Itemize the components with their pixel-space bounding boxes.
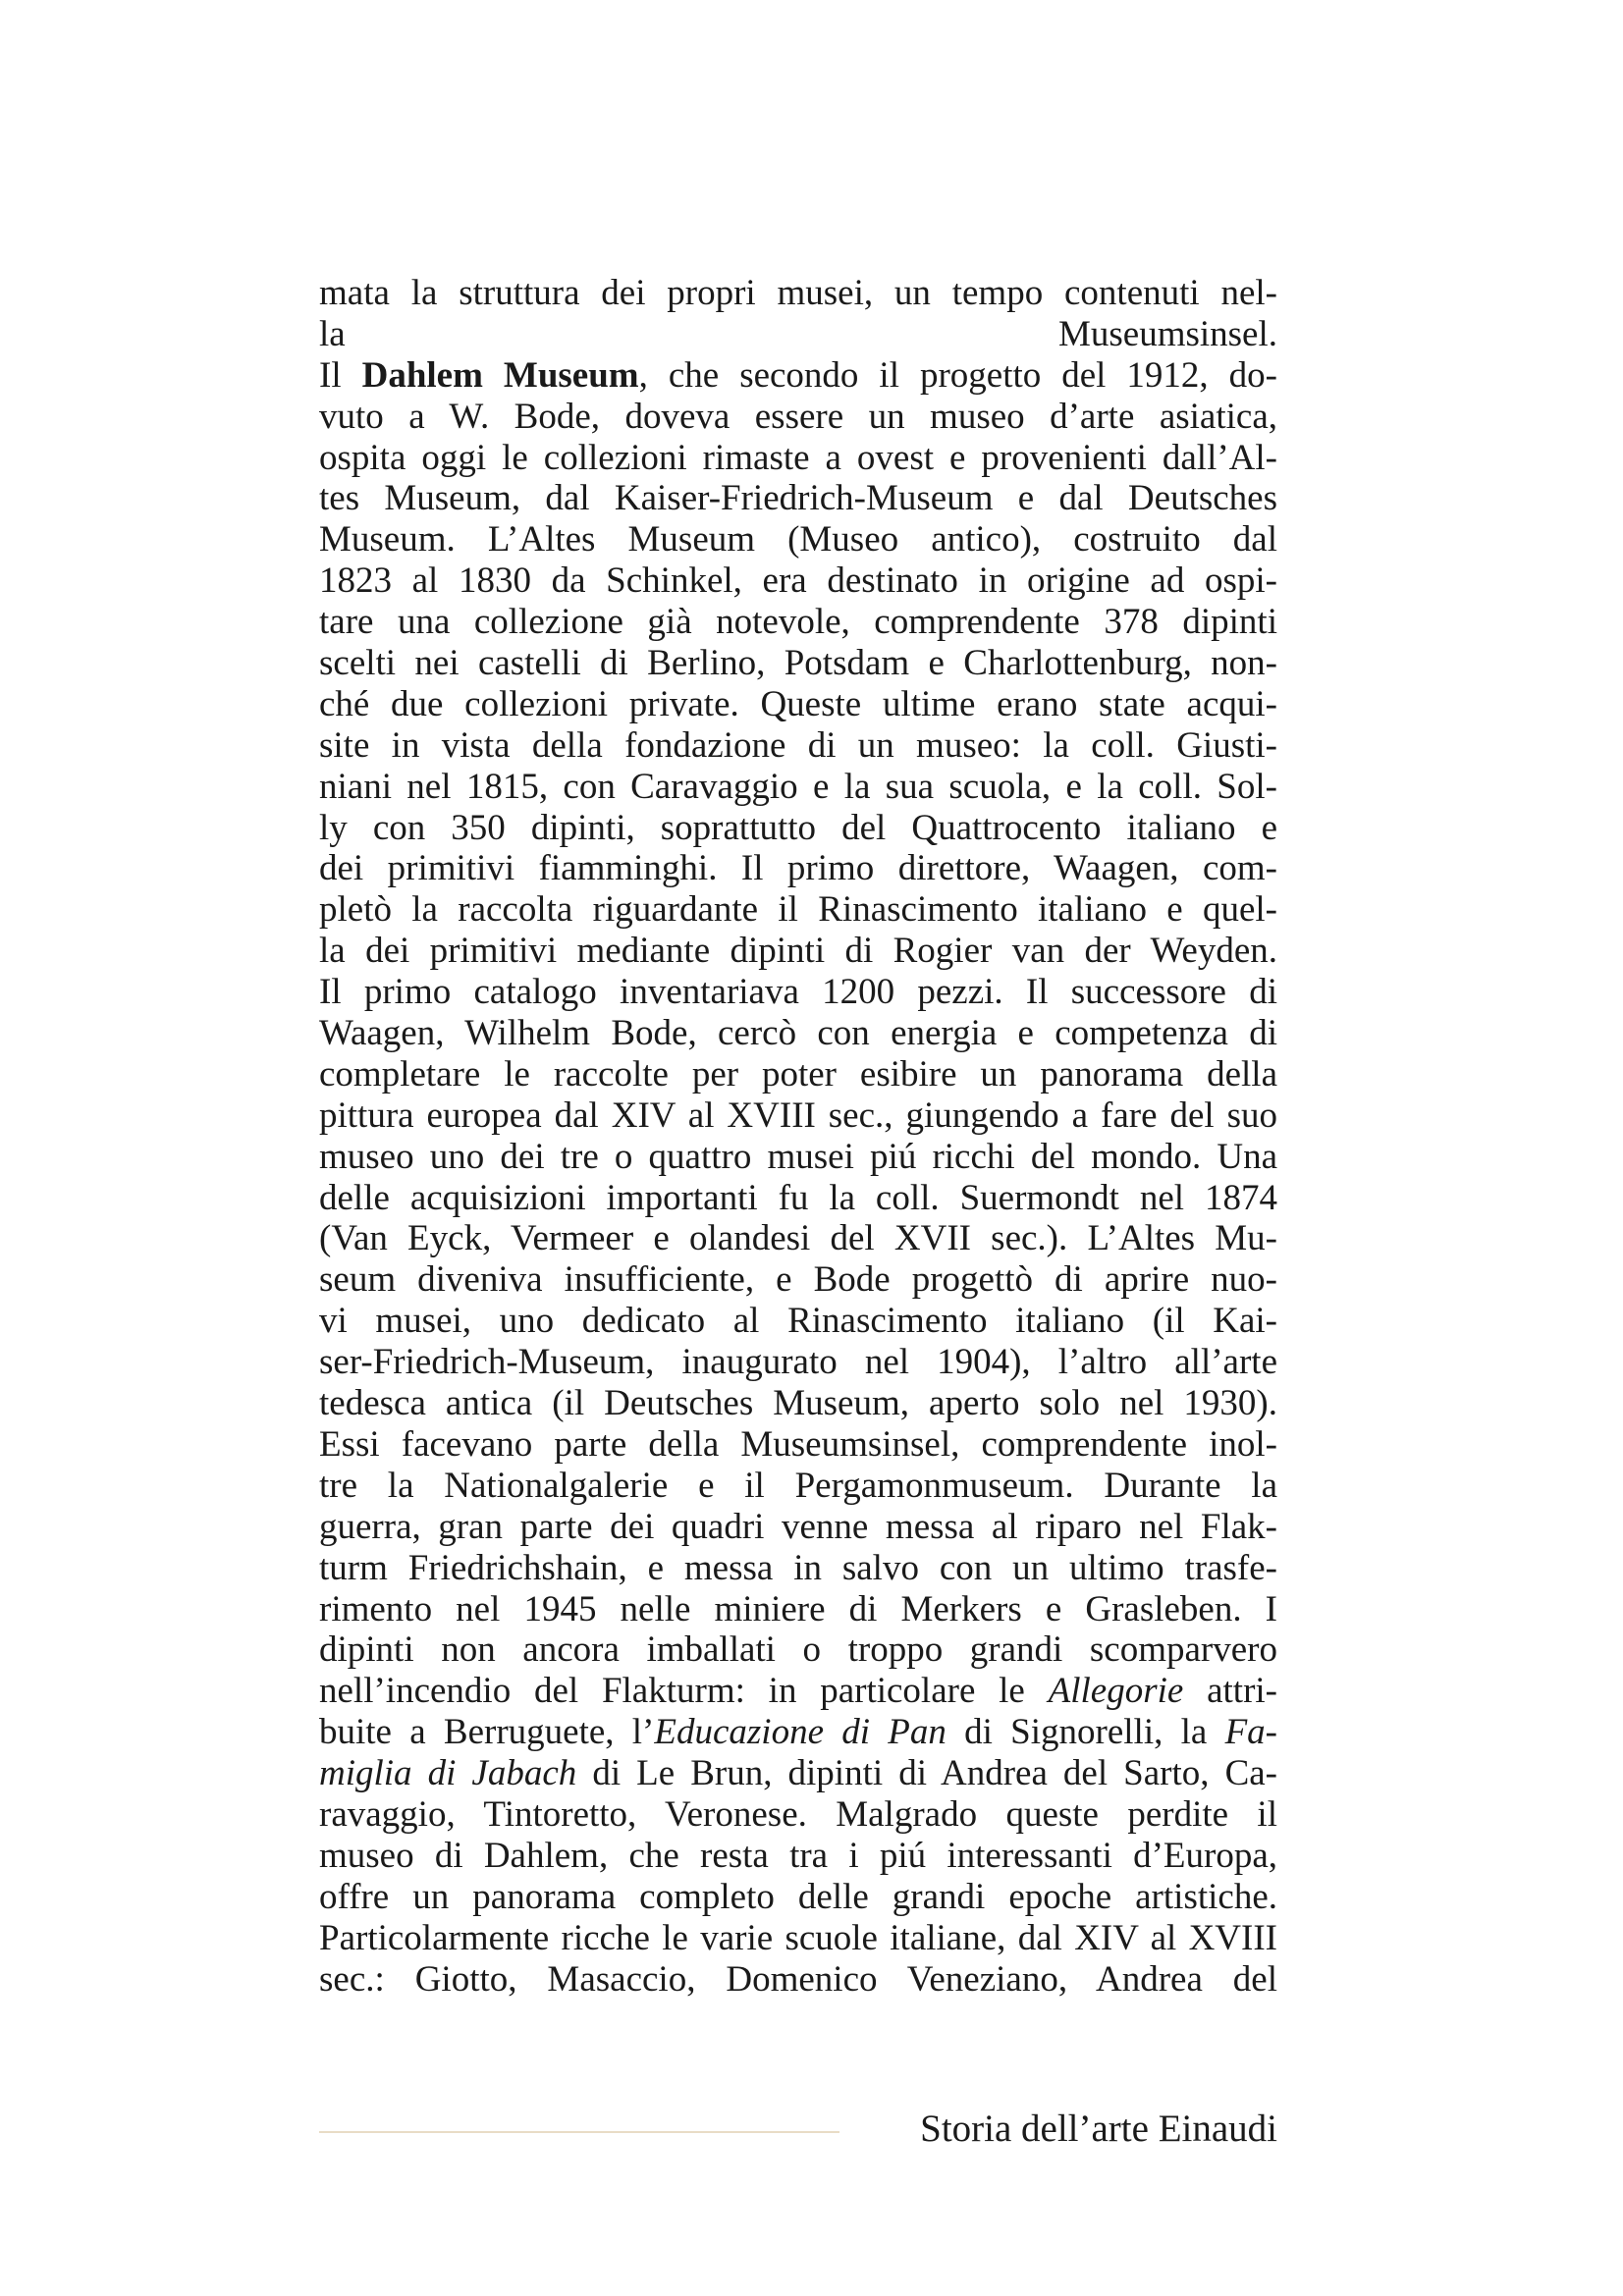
text-line — [319, 478, 1277, 519]
text-segment: attri- — [1183, 1671, 1277, 1712]
text-line — [319, 355, 1277, 397]
body-text — [319, 273, 1277, 2000]
text-line — [319, 889, 1277, 931]
text-segment: ser-Friedrich-Museum, inaugurato nel 1904), l’altro all’arte — [319, 1342, 1277, 1383]
text-segment: ospita oggi le collezioni rimaste a ovest e provenienti dall’Al- — [319, 437, 1277, 478]
footer-title: Storia dell’arte Einaudi — [920, 2108, 1277, 2150]
text-segment: tes Museum, dal Kaiser-Friedrich-Museum e dal Deutsches — [319, 478, 1277, 519]
text-segment: (Van Eyck, Vermeer e olandesi del XVII sec.). L’Altes Mu- — [319, 1218, 1277, 1259]
text-line — [319, 1424, 1277, 1466]
text-line — [319, 1466, 1277, 1507]
text-segment: dipinti non ancora imballati o troppo grandi scomparvero — [319, 1629, 1277, 1671]
text-segment: seum diveniva insufficiente, e Bode progettò di aprire nuo- — [319, 1259, 1277, 1301]
text-line — [319, 1013, 1277, 1054]
text-segment: tedesca antica (il Deutsches Museum, aperto solo nel 1930). — [319, 1383, 1277, 1424]
text-segment: ly con 350 dipinti, soprattutto del Quattrocento italiano e — [319, 807, 1277, 848]
text-segment: tare una collezione già notevole, comprendente 378 dipinti — [319, 602, 1277, 643]
text-segment: vi musei, uno dedicato al Rinascimento italiano (il Kai- — [319, 1301, 1277, 1342]
text-line — [319, 1548, 1277, 1589]
text-segment: sec.: Giotto, Masaccio, Domenico Veneziano, Andrea del — [319, 1958, 1277, 2000]
text-segment: dei primitivi fiamminghi. Il primo direttore, Waagen, com- — [319, 848, 1277, 889]
text-line — [319, 519, 1277, 561]
text-segment: completare le raccolte per poter esibire un panorama della — [319, 1053, 1277, 1095]
italic-text: miglia di Jabach — [319, 1753, 577, 1794]
text-segment: pittura europea dal XIV al XVIII sec., giungendo a fare del suo — [319, 1095, 1277, 1136]
text-line — [319, 314, 1277, 355]
text-segment: ravaggio, Tintoretto, Veronese. Malgrado queste perdite il — [319, 1793, 1277, 1835]
text-line — [319, 643, 1277, 684]
text-line — [319, 1629, 1277, 1671]
text-segment: di Le Brun, dipinti di Andrea del Sarto, Ca- — [576, 1753, 1277, 1794]
text-line — [319, 1342, 1277, 1383]
text-line — [319, 848, 1277, 889]
text-line — [319, 725, 1277, 767]
text-segment: di Signorelli, la — [946, 1712, 1225, 1753]
text-segment: guerra, gran parte dei quadri venne messa al riparo nel Flak- — [319, 1506, 1277, 1547]
text-segment: Waagen, Wilhelm Bode, cercò con energia e competenza di — [319, 1013, 1277, 1054]
text-segment: niani nel 1815, con Caravaggio e la sua scuola, e la coll. Sol- — [319, 766, 1277, 807]
text-segment: 1823 al 1830 da Schinkel, era destinato in origine ad ospi- — [319, 561, 1277, 602]
text-line — [319, 931, 1277, 972]
text-line — [319, 1959, 1277, 2001]
text-line — [319, 1383, 1277, 1424]
text-segment: site in vista della fondazione di un museo: la coll. Giusti- — [319, 724, 1277, 766]
text-segment: museo uno dei tre o quattro musei piú ricchi del mondo. Una — [319, 1136, 1277, 1177]
text-line — [319, 808, 1277, 849]
text-line — [319, 397, 1277, 438]
text-line — [319, 1178, 1277, 1219]
text-line — [319, 1589, 1277, 1630]
text-segment: ché due collezioni private. Queste ultime erano state acqui- — [319, 683, 1277, 724]
text-line — [319, 1836, 1277, 1877]
text-line — [319, 1753, 1277, 1794]
text-line — [319, 1918, 1277, 1959]
text-line — [319, 1671, 1277, 1712]
bold-text: Dahlem Museum — [361, 354, 639, 396]
text-segment: la Museumsinsel. — [319, 313, 1277, 354]
text-segment: Particolarmente ricche le varie scuole italiane, dal XIV al XVIII — [319, 1917, 1277, 1958]
text-segment: scelti nei castelli di Berlino, Potsdam e Charlottenburg, non- — [319, 643, 1277, 684]
text-line — [319, 972, 1277, 1013]
text-line — [319, 1712, 1277, 1753]
text-line — [319, 602, 1277, 643]
text-segment: turm Friedrichshain, e messa in salvo con un ultimo trasfe- — [319, 1547, 1277, 1588]
text-segment: delle acquisizioni importanti fu la coll. Suermondt nel 1874 — [319, 1177, 1277, 1218]
text-line — [319, 1054, 1277, 1095]
text-line — [319, 767, 1277, 808]
text-segment: nell’incendio del Flakturm: in particolare le — [319, 1671, 1049, 1712]
text-segment: rimento nel 1945 nelle miniere di Merkers e Grasleben. I — [319, 1588, 1277, 1629]
text-segment: Essi facevano parte della Museumsinsel, comprendente inol- — [319, 1423, 1277, 1465]
text-segment: tre la Nationalgalerie e il Pergamonmuseum. Durante la — [319, 1465, 1277, 1506]
text-line — [319, 1095, 1277, 1137]
text-segment: buite a Berruguete, l’ — [319, 1712, 655, 1753]
text-line — [319, 1794, 1277, 1836]
italic-text: Allegorie — [1048, 1671, 1184, 1712]
text-line — [319, 1259, 1277, 1301]
text-segment: museo di Dahlem, che resta tra i piú interessanti d’Europa, — [319, 1835, 1277, 1876]
text-line — [319, 561, 1277, 602]
text-segment: vuto a W. Bode, doveva essere un museo d’arte asiatica, — [319, 396, 1277, 437]
text-line — [319, 1137, 1277, 1178]
text-segment: pletò la raccolta riguardante il Rinascimento italiano e quel- — [319, 889, 1277, 931]
text-line — [319, 1507, 1277, 1548]
text-segment: Il primo catalogo inventariava 1200 pezzi. Il successore di — [319, 972, 1277, 1013]
text-segment: la dei primitivi mediante dipinti di Rogier van der Weyden. — [319, 931, 1277, 972]
footer-rule — [319, 2131, 839, 2133]
text-line — [319, 273, 1277, 314]
text-segment: Museum. L’Altes Museum (Museo antico), costruito dal — [319, 519, 1277, 561]
text-line — [319, 1218, 1277, 1259]
text-segment: Il — [319, 354, 362, 396]
italic-text: Educazione di Pan — [654, 1712, 947, 1753]
text-segment: , che secondo il progetto del 1912, do- — [638, 354, 1277, 396]
text-line — [319, 684, 1277, 725]
text-line — [319, 1877, 1277, 1918]
text-line — [319, 438, 1277, 479]
text-line — [319, 1301, 1277, 1342]
italic-text: Fa- — [1224, 1712, 1277, 1753]
text-segment: offre un panorama completo delle grandi epoche artistiche. — [319, 1876, 1277, 1917]
text-segment: mata la struttura dei propri musei, un tempo contenuti nel- — [319, 273, 1277, 313]
